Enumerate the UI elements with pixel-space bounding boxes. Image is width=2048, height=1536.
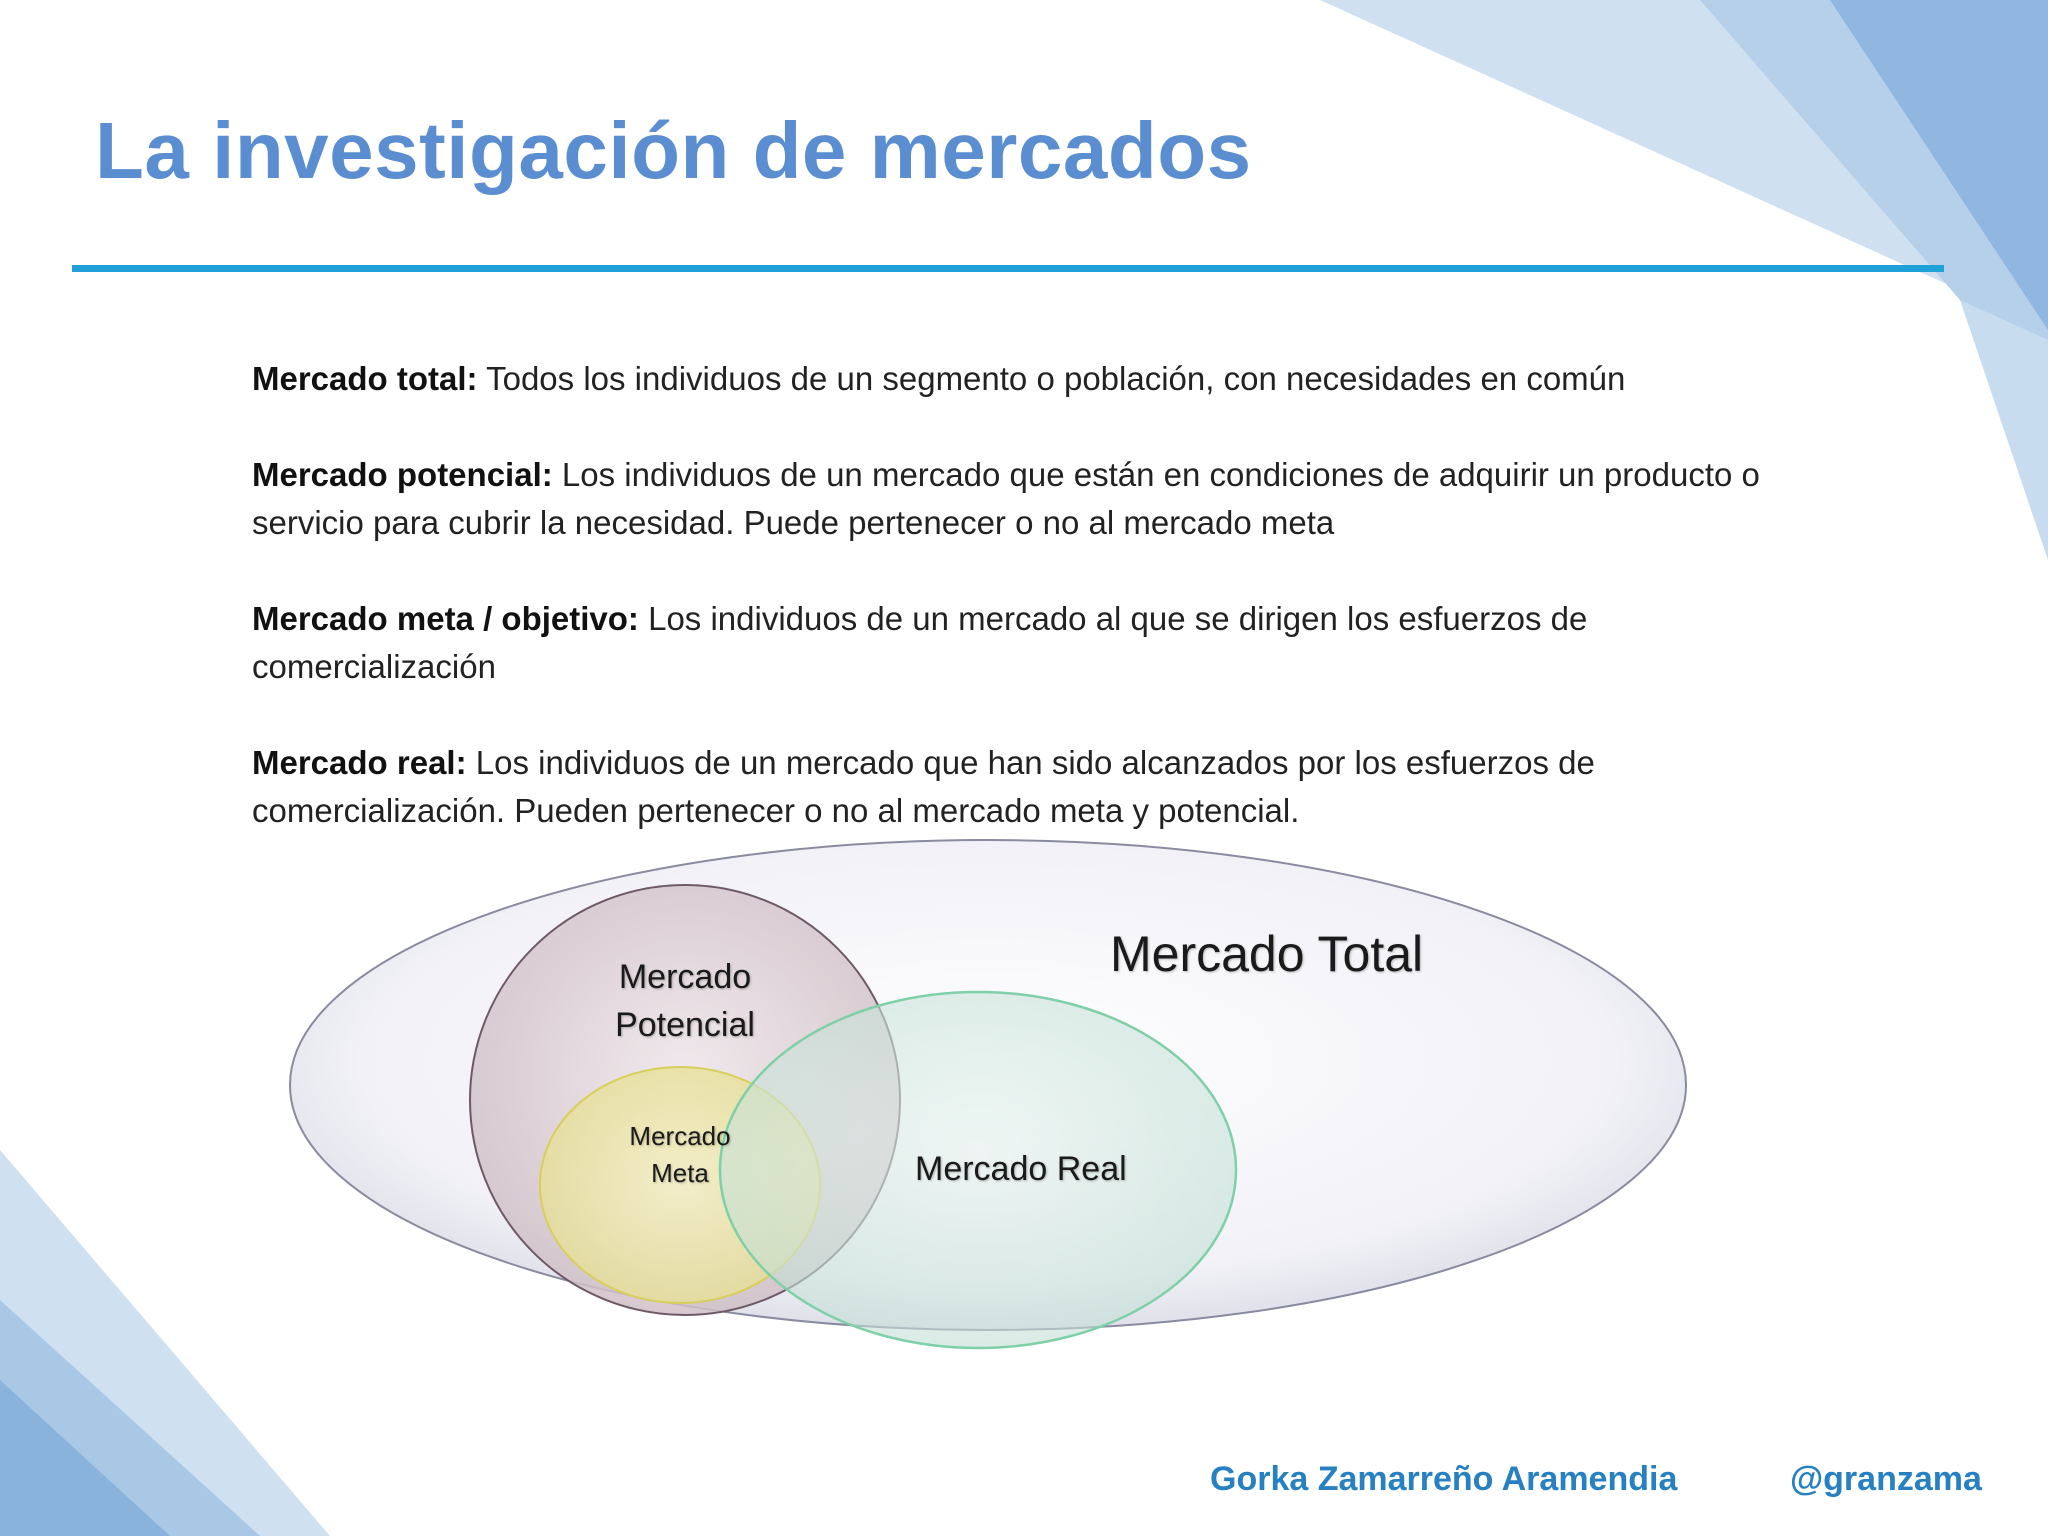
venn-label-meta-line2: Meta <box>651 1158 709 1188</box>
definition-mercado-potencial <box>252 451 1772 547</box>
definition-text: Los individuos de un mercado al que se dirigen los esfuerzos de comercialización <box>252 600 1588 685</box>
definition-mercado-meta <box>252 595 1772 691</box>
venn-label-real: Mercado Real <box>915 1150 1127 1188</box>
definition-text: Los individuos de un mercado que han sido alcanzados por los esfuerzos de comercialización. Pueden pertenecer o no al mercado meta y potencial. <box>252 744 1595 829</box>
definitions-list <box>252 355 1772 883</box>
venn-label-potencial-line1: Mercado <box>618 958 752 996</box>
slide-title: La investigación de mercados <box>95 106 1252 195</box>
definition-mercado-total <box>252 355 1772 403</box>
definition-term: Mercado real: <box>252 744 467 781</box>
definition-text: Todos los individuos de un segmento o población, con necesidades en común <box>477 360 1626 397</box>
venn-label-meta-line1: Mercado <box>629 1121 731 1151</box>
definition-mercado-real <box>252 739 1772 835</box>
venn-label-total: Mercado Total <box>1110 926 1424 982</box>
bg-triangle-right-edge <box>1960 300 2048 560</box>
venn-label-meta <box>600 1118 760 1192</box>
definition-term: Mercado total: <box>252 360 478 397</box>
definition-text: Los individuos de un mercado que están en condiciones de adquirir un producto o servicio para cubrir la necesidad. Puede pertenecer o no al mercado meta <box>252 456 1760 541</box>
venn-label-potencial-line2: Potencial <box>615 1006 755 1044</box>
title-underline <box>72 265 1944 272</box>
venn-diagram <box>280 830 1700 1350</box>
footer-author: Gorka Zamarreño Aramendia <box>1210 1460 1678 1498</box>
definition-term: Mercado meta / objetivo: <box>252 600 639 637</box>
definition-term: Mercado potencial: <box>252 456 553 493</box>
footer-handle: @granzama <box>1790 1460 1982 1498</box>
venn-label-potencial <box>560 953 810 1049</box>
